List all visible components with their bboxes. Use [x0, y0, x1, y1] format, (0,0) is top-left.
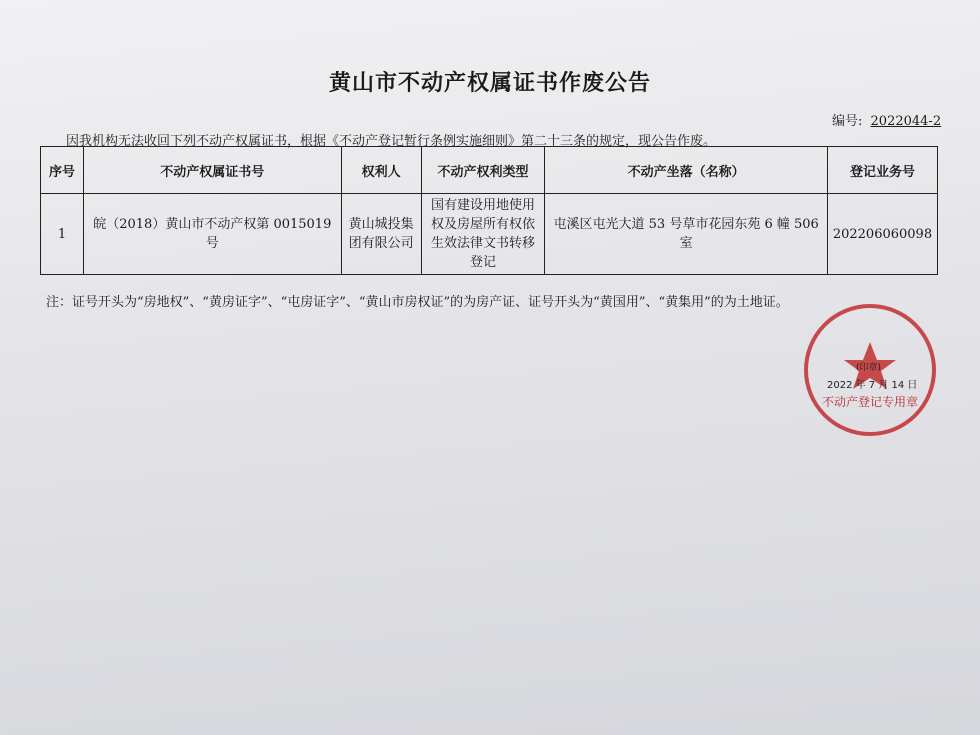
table-header-row — [41, 147, 938, 194]
header-cert-no: 不动产权属证书号 — [83, 147, 341, 194]
footnote: 注：证号开头为“房地权”、“黄房证字”、“屯房证字”、“黄山市房权证”的为房产证、证号开头为“黄国用”、“黄集用”的为土地证。 — [46, 295, 789, 310]
cell-cert-no: 皖（2018）黄山市不动产权第 0015019 号 — [83, 194, 341, 275]
table-row — [41, 194, 938, 275]
cell-location: 屯溪区屯光大道 53 号草市花园东苑 6 幢 506 室 — [545, 194, 828, 275]
cell-index: 1 — [41, 194, 84, 275]
serial-label: 编号: — [832, 114, 863, 129]
intro-paragraph: 因我机构无法收回下列不动产权属证书，根据《不动产登记暂行条例实施细则》第二十三条的规定，现公告作废。 — [66, 134, 717, 149]
header-location: 不动产坐落（名称） — [545, 147, 828, 194]
serial-number — [832, 110, 941, 129]
header-owner: 权利人 — [341, 147, 421, 194]
header-index: 序号 — [41, 147, 84, 194]
seal-subtitle: 不动产登记专用章 — [822, 395, 919, 409]
seal-date: 2022 年 7 月 14 日 — [827, 380, 918, 391]
header-business-no: 登记业务号 — [827, 147, 937, 194]
certificate-table — [40, 146, 938, 275]
document-title: 黄山市不动产权属证书作废公告 — [328, 71, 651, 96]
cell-business-no: 202206060098 — [827, 194, 937, 275]
cell-owner: 黄山城投集团有限公司 — [341, 194, 421, 275]
seal-small-text: (印章) — [856, 363, 882, 373]
cell-right-type: 国有建设用地使用权及房屋所有权依生效法律文书转移登记 — [421, 194, 545, 275]
serial-value: 2022044-2 — [870, 114, 942, 129]
header-right-type: 不动产权利类型 — [421, 147, 545, 194]
